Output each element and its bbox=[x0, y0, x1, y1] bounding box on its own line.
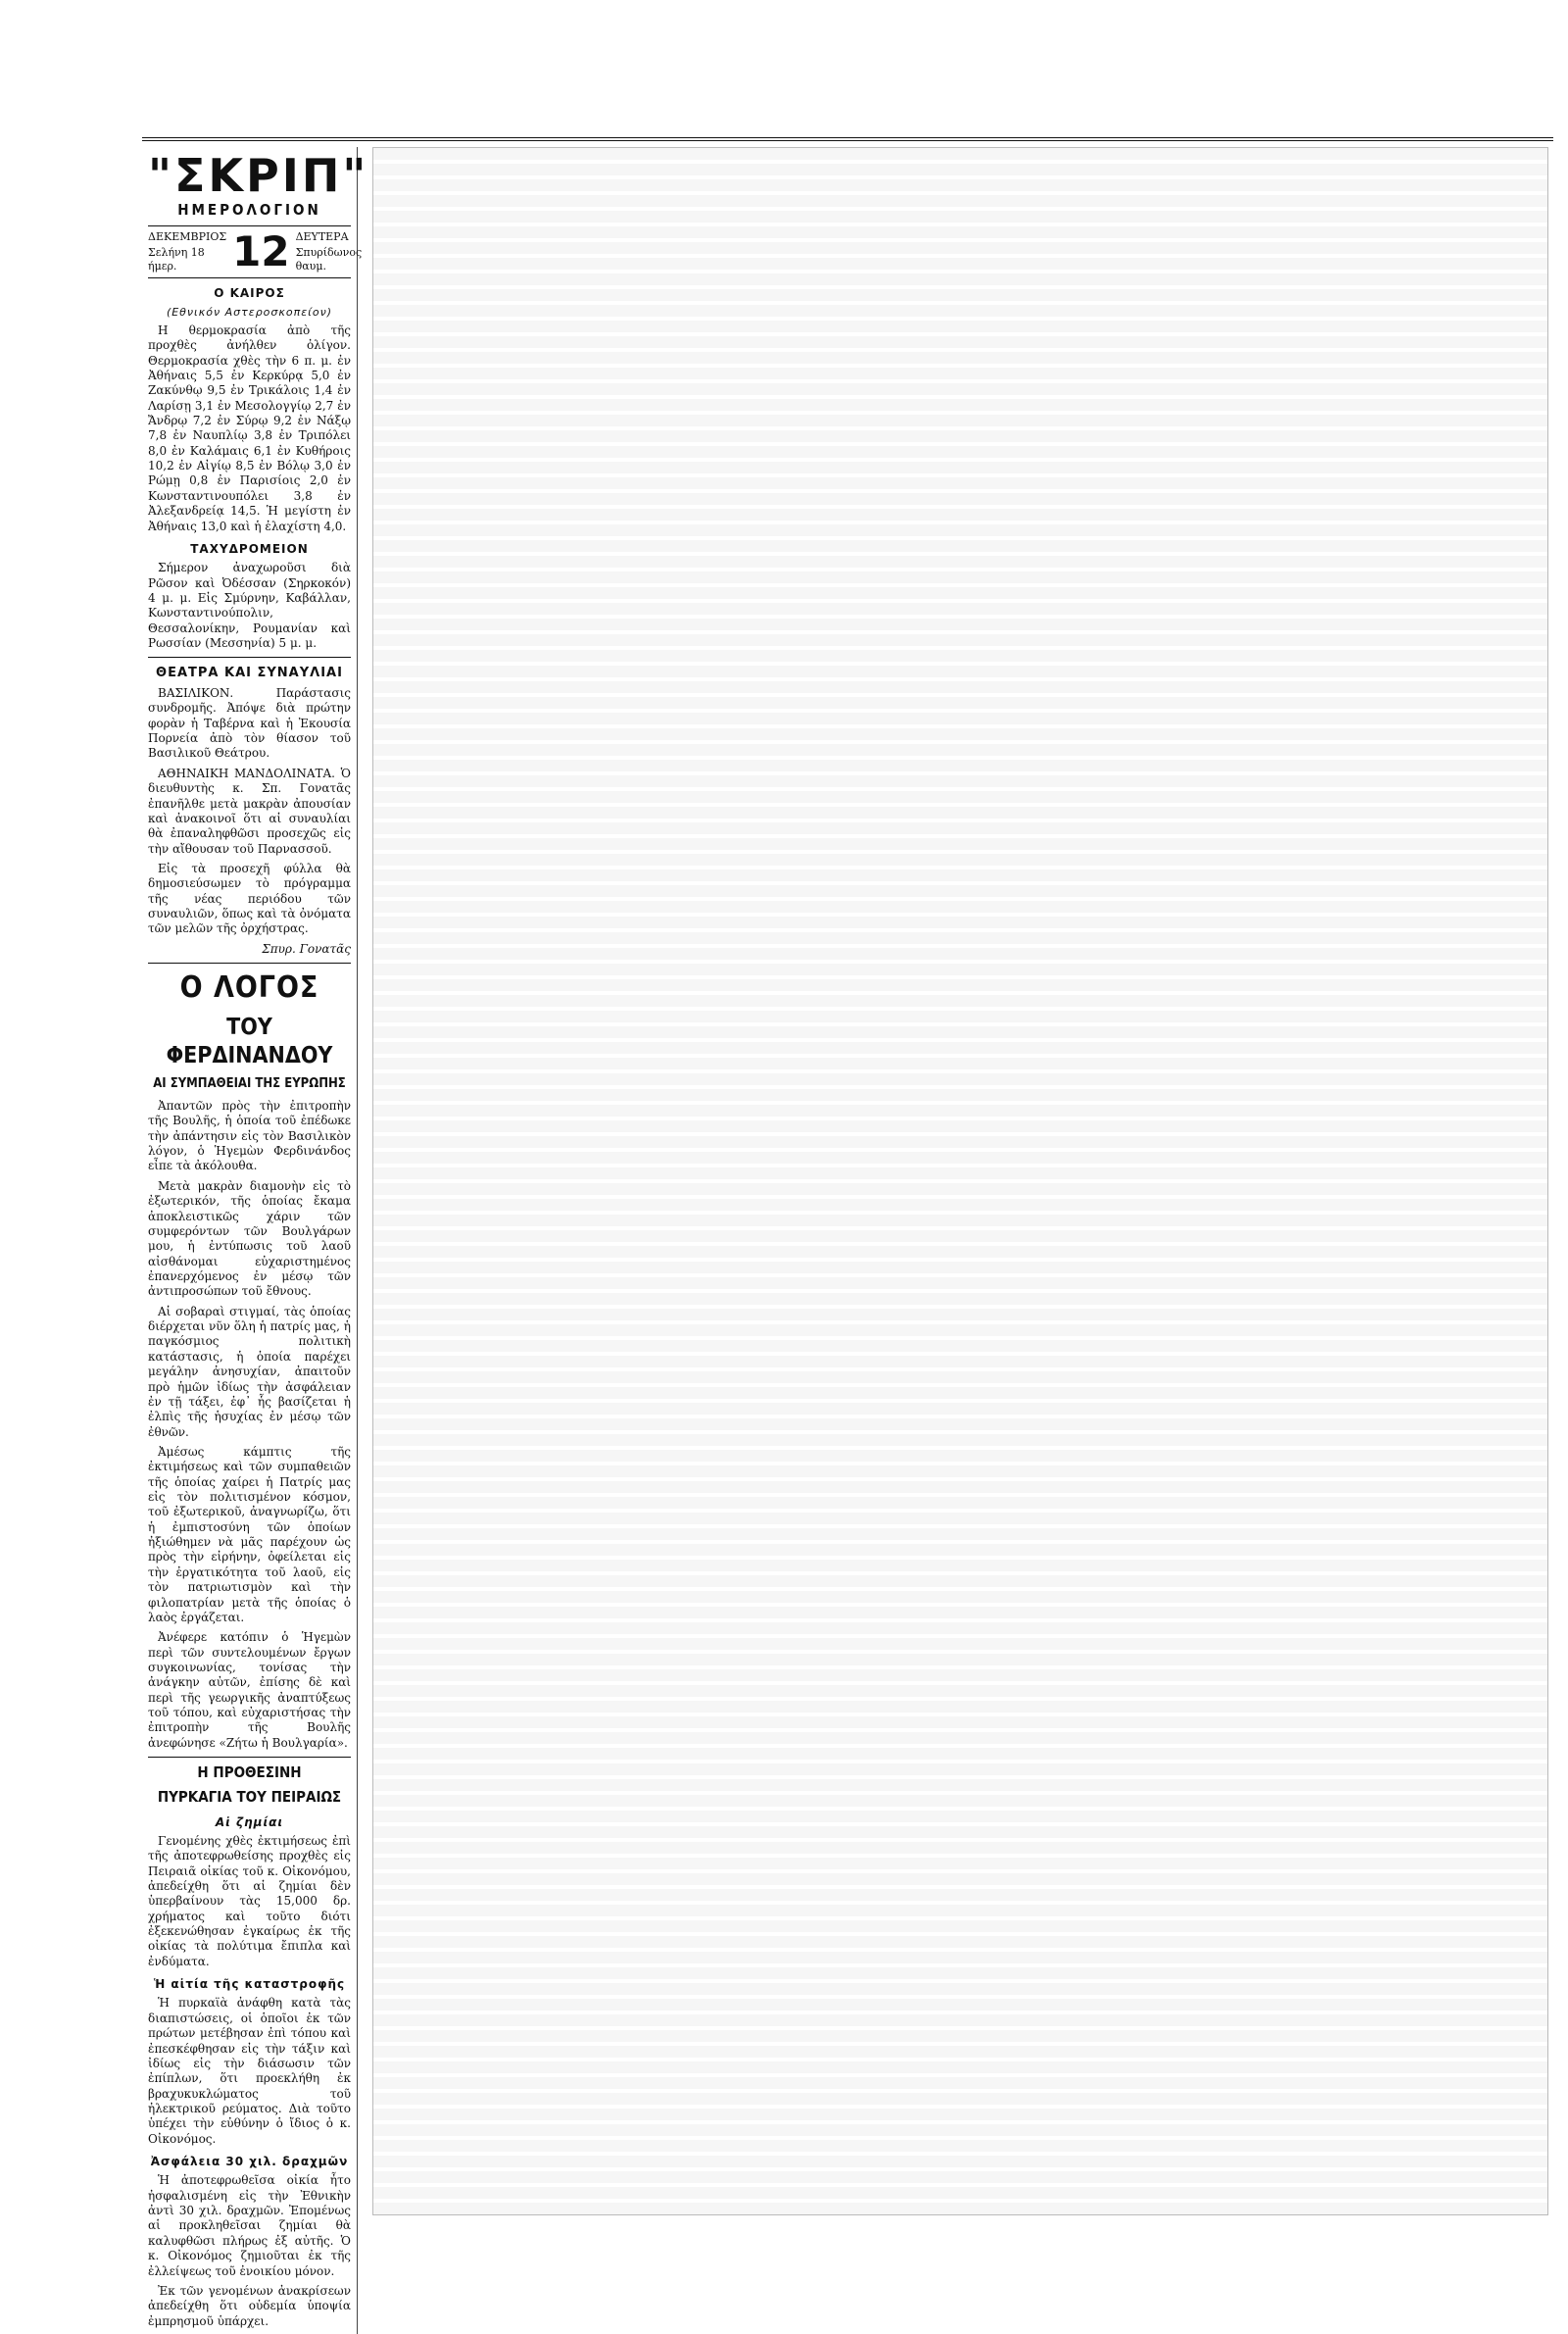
speech-headline-2: ΤΟΥ ΦΕΡΔΙΝΑΝΔΟΥ bbox=[166, 1014, 333, 1068]
masthead-rule bbox=[142, 137, 1553, 141]
speech-paragraph: Μετὰ μακρὰν διαμονὴν εἰς τὸ ἐξωτερικόν, τῆς ὁποίας ἔκαμα ἀποκλειστικῶς χάριν τῶν συμφερόντων τῶν Βουλγάρων μου, ἡ ἐντύπωσις τοῦ λαοῦ αἰσθάνομαι εὐχαριστημένος ἐπανερχόμενος ἐν μέσῳ τῶν ἀντιπροσώπων τοῦ ἔθνους. bbox=[148, 1178, 351, 1299]
theatre-signature: Σπυρ. Γονατᾶς bbox=[262, 941, 351, 956]
theatre-heading: ΘΕΑΤΡΑ ΚΑΙ ΣΥΝΑΥΛΙΑΙ bbox=[156, 666, 343, 681]
brand-title: "ΣΚΡΙΠ" bbox=[148, 149, 369, 202]
weekday-label: ΔΕΥΤΕΡΑ bbox=[295, 230, 349, 244]
section-divider bbox=[148, 1757, 351, 1758]
fire-headline-2: ΠΥΡΚΑΓΙΑ ΤΟΥ ΠΕΙΡΑΙΩΣ bbox=[157, 1788, 342, 1807]
saint-label: Σπυρίδωνος θαυμ. bbox=[295, 246, 363, 273]
almanac-column bbox=[142, 147, 369, 2334]
weather-text: Η θερμοκρασία ἀπὸ τῆς προχθὲς ἀνήλθεν ὀλίγον. Θερμοκρασία χθὲς τὴν 6 π. μ. ἐν Ἀθήναις 5,5 ἐν Κερκύρᾳ 5,0 ἐν Ζακύνθῳ 9,5 ἐν Τρικάλοις 1,4 ἐν Λαρίσῃ 3,1 ἐν Μεσολογγίῳ 2,7 ἐν Ἄνδρῳ 7,2 ἐν Σύρῳ 9,2 ἐν Νάξῳ 7,8 ἐν Ναυπλίῳ 3,8 ἐν Τριπόλει 8,0 ἐν Καλάμαις 6,1 ἐν Κυθήροις 10,2 ἐν Αἰγίῳ 8,5 ἐν Βόλῳ 3,0 ἐν Ρώμῃ 0,8 ἐν Παρισίοις 2,0 ἐν Κωνσταντινουπόλει 3,8 ἐν Ἀλεξανδρείᾳ 14,5. Ἡ μεγίστη ἐν Ἀθήναις 13,0 καὶ ἡ ἐλαχίστη 4,0. bbox=[148, 323, 351, 533]
dateline bbox=[148, 225, 363, 278]
speech-paragraph: Ἀπαντῶν πρὸς τὴν ἐπιτροπὴν τῆς Βουλῆς, ἡ ὁποία τοῦ ἐπέδωκε τὴν ἀπάντησιν εἰς τὸν Βασιλικὸν λόγον, ὁ Ἡγεμὼν Φερδινάνδος εἶπε τὰ ἀκόλουθα. bbox=[148, 1099, 351, 1173]
fire-paragraph: Ἡ ἀποτεφρωθεῖσα οἰκία ἦτο ἠσφαλισμένη εἰς τὴν Ἐθνικὴν ἀντὶ 30 χιλ. δραχμῶν. Ἐπομένως αἱ προκληθεῖσαι ζημίαι θὰ καλυφθῶσι πλήρως ἐξ αὐτῆς. Ὁ κ. Οἰκονόμος ζημιοῦται ἐκ τῆς ἐλλείψεως τοῦ ἐνοικίου μόνον. bbox=[148, 2173, 351, 2278]
section-divider bbox=[148, 657, 351, 658]
weather-heading: Ο ΚΑΙΡΟΣ bbox=[214, 286, 285, 301]
speech-headline: Ο ΛΟΓΟΣ bbox=[179, 970, 319, 1006]
speech-paragraph: Ἀμέσως κάμπτις τῆς ἐκτιμήσεως καὶ τῶν συμπαθειῶν τῆς ὁποίας χαίρει ἡ Πατρίς μας εἰς τὸν πολιτισμένον κόσμον, τοῦ ἐξωτερικοῦ, ἀναγνωρίζω, ὅτι ἡ ἐμπιστοσύνη τῶν ὁποίων ἠξιώθημεν νὰ μᾶς παρέχουν ὡς πρὸς τὴν εἰρήνην, ὀφείλεται εἰς τὴν ἐργατικότητα τοῦ λαοῦ, εἰς τὸν πατριωτισμὸν καὶ τὴν φιλοπατρίαν μετὰ τῆς ὁποίας ὁ λαὸς ἐργάζεται. bbox=[148, 1444, 351, 1624]
fire-paragraph: Ἡ πυρκαϊὰ ἀνάφθη κατὰ τὰς διαπιστώσεις, οἱ ὁποῖοι ἐκ τῶν πρώτων μετέβησαν ἐπὶ τόπου καὶ ἐπεσκέφθησαν εἰς τὴν τάξιν καὶ ἰδίως εἰς τὴν διάσωσιν τῶν ἐπίπλων, ὅτι προεκλήθη ἐκ βραχυκυκλώματος τοῦ ἠλεκτρικοῦ ρεύματος. Διὰ τοῦτο ὑπέχει τὴν εὐθύνην ὁ ἴδιος ὁ κ. Οἰκονόμος. bbox=[148, 1996, 351, 2146]
post-text: Σήμερον ἀναχωροῦσι διὰ Ρῶσον καὶ Ὀδέσσαν (Σηρκοκόν) 4 μ. μ. Εἰς Σμύρνην, Καβάλλαν, Κωνσταντινούπολιν, Θεσσαλονίκην, Ρουμανίαν καὶ Ρωσσίαν (Μεσσηνία) 5 μ. μ. bbox=[148, 561, 351, 651]
section-divider bbox=[148, 963, 351, 964]
almanac-subtitle: ΗΜΕΡΟΛΟΓΙΟΝ bbox=[177, 201, 321, 219]
day-number: 12 bbox=[232, 227, 290, 276]
remaining-page-columns bbox=[372, 147, 1548, 2215]
theatre-text-2: ΑΘΗΝΑΙΚΗ ΜΑΝΔΟΛΙΝΑΤΑ. Ὁ διευθυντὴς κ. Σπ. Γονατᾶς ἐπανῆλθε μετὰ μακρὰν ἀπουσίαν καὶ ἀνακοινοῖ ὅτι αἱ συναυλίαι θὰ ἐπαναληφθῶσι προσεχῶς εἰς τὴν αἴθουσαν τοῦ Παρνασσοῦ. bbox=[148, 766, 351, 856]
month-label: ΔΕΚΕΜΒΡΙΟΣ bbox=[148, 230, 227, 244]
theatre-text-1: ΒΑΣΙΛΙΚΟΝ. Παράστασις συνδρομῆς. Ἀπόψε διὰ πρώτην φορὰν ἡ Ταβέρνα καὶ ἡ Ἐκουσία Πορνεία ἀπὸ τὸν θίασον τοῦ Βασιλικοῦ Θεάτρου. bbox=[148, 686, 351, 761]
theatre-text-3: Εἰς τὰ προσεχῆ φύλλα θὰ δημοσιεύσωμεν τὸ πρόγραμμα τῆς νέας περιόδου τῶν συναυλιῶν, ὅπως καὶ τὰ ὀνόματα τῶν μελῶν τῆς ὀρχήστρας. bbox=[148, 861, 351, 936]
fire-paragraph: Ἐκ τῶν γενομένων ἀνακρίσεων ἀπεδείχθη ὅτι οὐδεμία ὑποψία ἐμπρησμοῦ ὑπάρχει. bbox=[148, 2283, 351, 2328]
fire-subhead-3: Ἀσφάλεια 30 χιλ. δραχμῶν bbox=[150, 2155, 349, 2169]
dateline-left bbox=[148, 230, 226, 273]
fire-paragraph: Γενομένης χθὲς ἐκτιμήσεως ἐπὶ τῆς ἀποτεφρωθείσης προχθὲς εἰς Πειραιᾶ οἰκίας τοῦ κ. Οἰκονόμου, ἀπεδείχθη ὅτι αἱ ζημίαι δὲν ὑπερβαίνουν τὰς 15,000 δρ. χρήματος καὶ τοῦτο διότι ἐξεκενώθησαν ἐγκαίρως ἐκ τῆς οἰκίας τὰ πολύτιμα ἔπιπλα καὶ ἐνδύματα. bbox=[148, 1833, 351, 1968]
weather-source: (Εθνικόν Αστεροσκοπείον) bbox=[166, 305, 333, 319]
speech-paragraph: Αἱ σοβαραὶ στιγμαί, τὰς ὁποίας διέρχεται νῦν ὅλη ἡ πατρίς μας, ἡ παγκόσμιος πολιτικὴ κατάστασις, ἡ ὁποία παρέχει μεγάλην ἀνησυχίαν, ἀπαιτοῦν πρὸ ἡμῶν ἰδίως τὴν ἀσφάλειαν ἐν τῇ τάξει, ἐφ᾽ ἧς βασίζεται ἡ ἐλπὶς τῆς ἡσυχίας ἐν μέσῳ τῶν ἐθνῶν. bbox=[148, 1304, 351, 1439]
fire-headline: Η ΠΡΟΘΕΣΙΝΗ bbox=[197, 1763, 302, 1782]
post-heading: ΤΑΧΥΔΡΟΜΕΙΟΝ bbox=[190, 541, 309, 556]
fire-subhead-2: Ἡ αἰτία τῆς καταστροφῆς bbox=[153, 1977, 346, 1992]
moon-label: Σελήνη 18 ήμερ. bbox=[148, 246, 205, 273]
speech-paragraph: Ἀνέφερε κατόπιν ὁ Ἡγεμὼν περὶ τῶν συντελουμένων ἔργων συγκοινωνίας, τονίσας τὴν ἀνάγκην αὐτῶν, ἐπίσης δὲ καὶ περὶ τῆς γεωργικῆς ἀναπτύξεως τοῦ τόπου, καὶ εὐχαριστήσας τὴν ἐπιτροπὴν τῆς Βουλῆς ἀνεφώνησε «Ζήτω ἡ Βουλγαρία». bbox=[148, 1630, 351, 1750]
fire-subhead: Αἱ ζημίαι bbox=[215, 1814, 284, 1829]
dateline-right bbox=[296, 230, 363, 273]
speech-subheadline: ΑΙ ΣΥΜΠΑΘΕΙΑΙ ΤΗΣ ΕΥΡΩΠΗΣ bbox=[153, 1076, 346, 1092]
